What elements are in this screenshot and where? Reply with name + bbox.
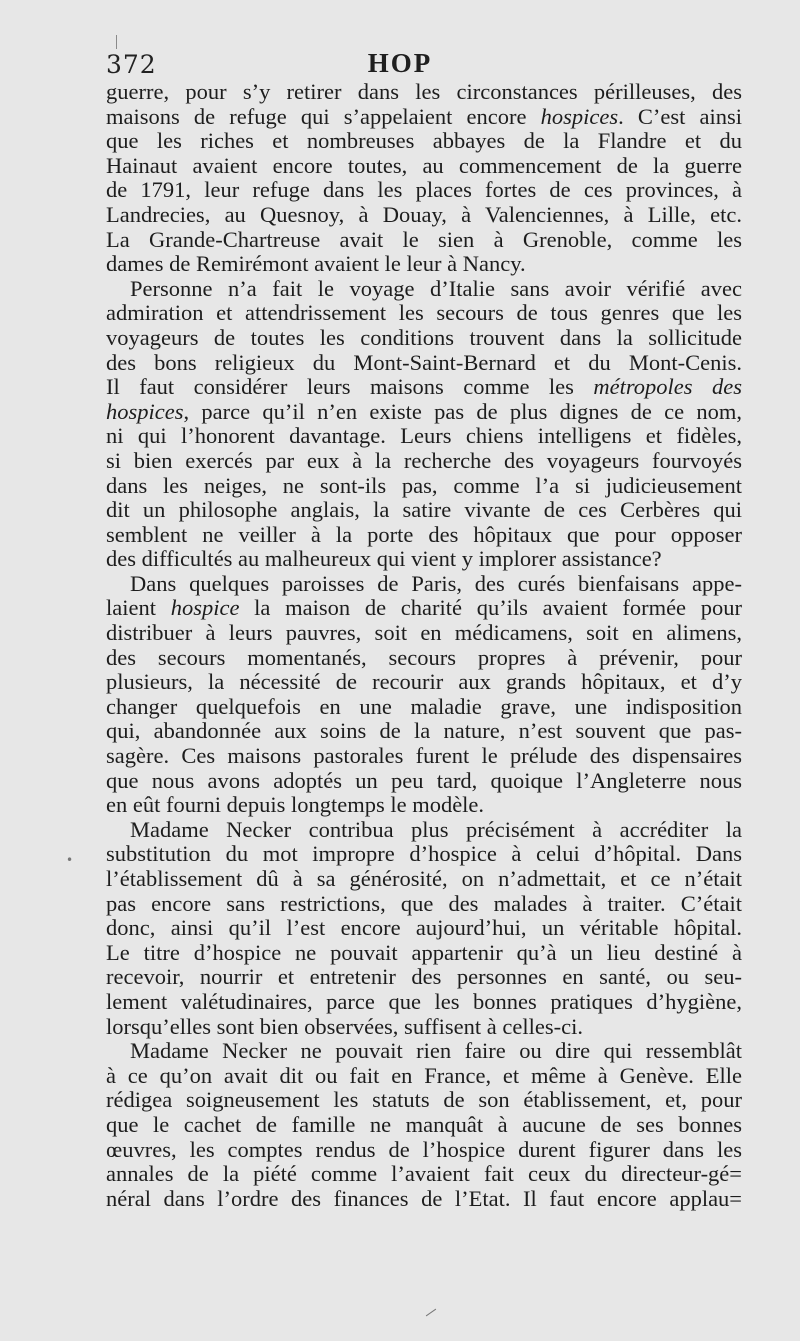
line-text: Personne n’a fait le voyage d’Italie sans avoir vérifié avec	[130, 275, 742, 301]
line-text: laient	[106, 595, 171, 621]
text-line	[106, 1039, 742, 1064]
text-line	[106, 351, 742, 376]
text-line	[106, 375, 742, 400]
line-text: qui, abandonnée aux soins de la nature, n’est souvent que pas-	[106, 718, 742, 744]
line-text: changer quelquefois en une maladie grave, une indisposition	[106, 693, 742, 719]
line-text: dans les neiges, ne sont-ils pas, comme l’a si judicieusement	[106, 472, 742, 498]
text-line	[106, 474, 742, 499]
line-text: Landrecies, au Quesnoy, à Douay, à Valenciennes, à Lille, etc.	[106, 201, 742, 227]
line-text: plusieurs, la nécessité de recourir aux grands hôpitaux, et d’y	[106, 669, 742, 695]
text-line	[106, 572, 742, 597]
page-number: 372	[106, 50, 157, 79]
text-line	[106, 867, 742, 892]
text-line	[106, 277, 742, 302]
line-text: l’établissement dû à sa générosité, on n’admettait, et ce n’était	[106, 866, 742, 891]
text-line	[106, 916, 742, 941]
text-line	[106, 498, 742, 523]
line-text: à ce qu’on avait dit ou fait en France, et même à Genève. Elle	[106, 1062, 742, 1088]
page-header	[0, 44, 800, 84]
italic-term: hospices	[106, 398, 184, 424]
text-line	[106, 1015, 742, 1040]
line-text: Le titre d’hospice ne pouvait appartenir qu’à un lieu destiné à	[106, 939, 742, 965]
line-text: Madame Necker ne pouvait rien faire ou dire qui ressemblât	[130, 1038, 742, 1064]
text-line	[106, 769, 742, 794]
text-line	[106, 695, 742, 720]
text-line	[106, 719, 742, 744]
line-text: maisons de refuge qui s’appelaient encore	[106, 103, 541, 129]
running-head: HOP	[367, 48, 433, 78]
line-text: Madame Necker contribua plus précisément à accréditer la	[130, 816, 742, 842]
line-text: admiration et attendrissement les secours de tous genres que les	[106, 300, 742, 326]
line-text: semblent ne veiller à la porte des hôpitaux que pour opposer	[106, 521, 742, 547]
text-line	[106, 154, 742, 179]
line-text: recevoir, nourrir et entretenir des personnes en santé, ou seu-	[106, 964, 742, 990]
text-line	[106, 301, 742, 326]
line-text: des difficultés au malheureux qui vient y implorer assistance?	[106, 546, 662, 572]
line-text: Hainaut avaient encore toutes, au commencement de la guerre	[106, 152, 742, 178]
text-line	[106, 1162, 742, 1187]
text-line	[106, 941, 742, 966]
line-text: La Grande-Chartreuse avait le sien à Grenoble, comme les	[106, 226, 742, 252]
line-text: Dans quelques paroisses de Paris, des curés bienfaisans appe-	[130, 570, 742, 596]
line-text: que nous avons adoptés un peu tard, quoique l’Angleterre nous	[106, 767, 742, 793]
line-text: dit un philosophe anglais, la satire vivante de ces Cerbères qui	[106, 497, 742, 523]
italic-term: hospices	[540, 103, 619, 129]
text-line	[106, 818, 742, 843]
line-text: si bien exercés par eux à la recherche des voyageurs fourvoyés	[106, 447, 742, 473]
text-line	[106, 1064, 742, 1089]
body-text	[106, 80, 742, 1211]
text-line	[106, 547, 742, 572]
line-text: donc, ainsi qu’il l’est encore aujourd’hui, un véritable hôpital.	[106, 915, 742, 941]
ink-mark-bottom	[426, 1309, 436, 1317]
text-line	[106, 326, 742, 351]
line-text: des secours momentanés, secours propres à prévenir, pour	[106, 644, 742, 670]
text-line	[106, 252, 742, 277]
line-text: pas encore sans restrictions, que des malades à traiter. C’était	[106, 890, 742, 916]
line-text: lement valétudinaires, parce que les bonnes pratiques d’hygiène,	[106, 988, 742, 1014]
line-text: que les riches et nombreuses abbayes de la Flandre et du	[106, 128, 742, 154]
line-text: œuvres, les comptes rendus de l’hospice durent figurer dans les	[106, 1136, 742, 1162]
text-line	[106, 424, 742, 449]
stray-ink-mark: •	[66, 853, 74, 867]
text-line	[106, 646, 742, 671]
line-text: voyageurs de toutes les conditions trouvent dans la sollicitude	[106, 324, 742, 350]
line-text: substitution du mot impropre d’hospice à celui d’hôpital. Dans	[106, 841, 742, 867]
line-text: Il faut considérer leurs maisons comme les	[106, 374, 594, 400]
italic-term: hospice	[170, 595, 240, 621]
line-text: des bons religieux du Mont-Saint-Bernard et du Mont-Cenis.	[106, 349, 742, 375]
line-text: distribuer à leurs pauvres, soit en médicamens, soit en alimens,	[106, 620, 742, 646]
text-line	[106, 228, 742, 253]
line-text: la maison de charité qu’ils avaient formée pour	[239, 595, 742, 621]
text-line	[106, 892, 742, 917]
line-text: lorsqu’elles sont bien observées, suffisent à celles-ci.	[106, 1013, 583, 1039]
text-line	[106, 1088, 742, 1113]
line-text: guerre, pour s’y retirer dans les circonstances périlleuses, des	[106, 79, 742, 104]
line-text: . C’est ainsi	[618, 103, 742, 129]
italic-term: métropoles des	[593, 374, 742, 400]
line-text: , parce qu’il n’en existe pas de plus dignes de ce nom,	[183, 398, 742, 424]
line-text: que le cachet de famille ne manquât à aucune de ses bonnes	[106, 1111, 742, 1137]
text-line	[106, 178, 742, 203]
text-line	[106, 129, 742, 154]
line-text: sagère. Ces maisons pastorales furent le prélude des dispensaires	[106, 743, 742, 769]
line-text: rédigea soigneusement les statuts de son établissement, et, pour	[106, 1087, 742, 1113]
text-line	[106, 842, 742, 867]
text-line	[106, 744, 742, 769]
text-line	[106, 105, 742, 130]
line-text: ni qui l’honorent davantage. Leurs chiens intelligens et fidèles,	[106, 423, 742, 449]
text-line	[106, 670, 742, 695]
line-text: dames de Remirémont avaient le leur à Nancy.	[106, 251, 526, 277]
line-text: néral dans l’ordre des finances de l’Etat. Il faut encore applau=	[106, 1185, 742, 1211]
text-line	[106, 80, 742, 105]
text-line	[106, 523, 742, 548]
text-line	[106, 596, 742, 621]
text-line	[106, 1113, 742, 1138]
text-line	[106, 449, 742, 474]
text-line	[106, 203, 742, 228]
text-line	[106, 990, 742, 1015]
line-text: de 1791, leur refuge dans les places fortes de ces provinces, à	[106, 177, 742, 203]
text-line	[106, 1138, 742, 1163]
text-line	[106, 621, 742, 646]
line-text: en eût fourni depuis longtemps le modèle.	[106, 792, 485, 818]
text-line	[106, 400, 742, 425]
line-text: annales de la piété comme l’avaient fait ceux du directeur-gé=	[106, 1161, 742, 1187]
text-line	[106, 1187, 742, 1212]
text-line	[106, 793, 742, 818]
text-line	[106, 965, 742, 990]
